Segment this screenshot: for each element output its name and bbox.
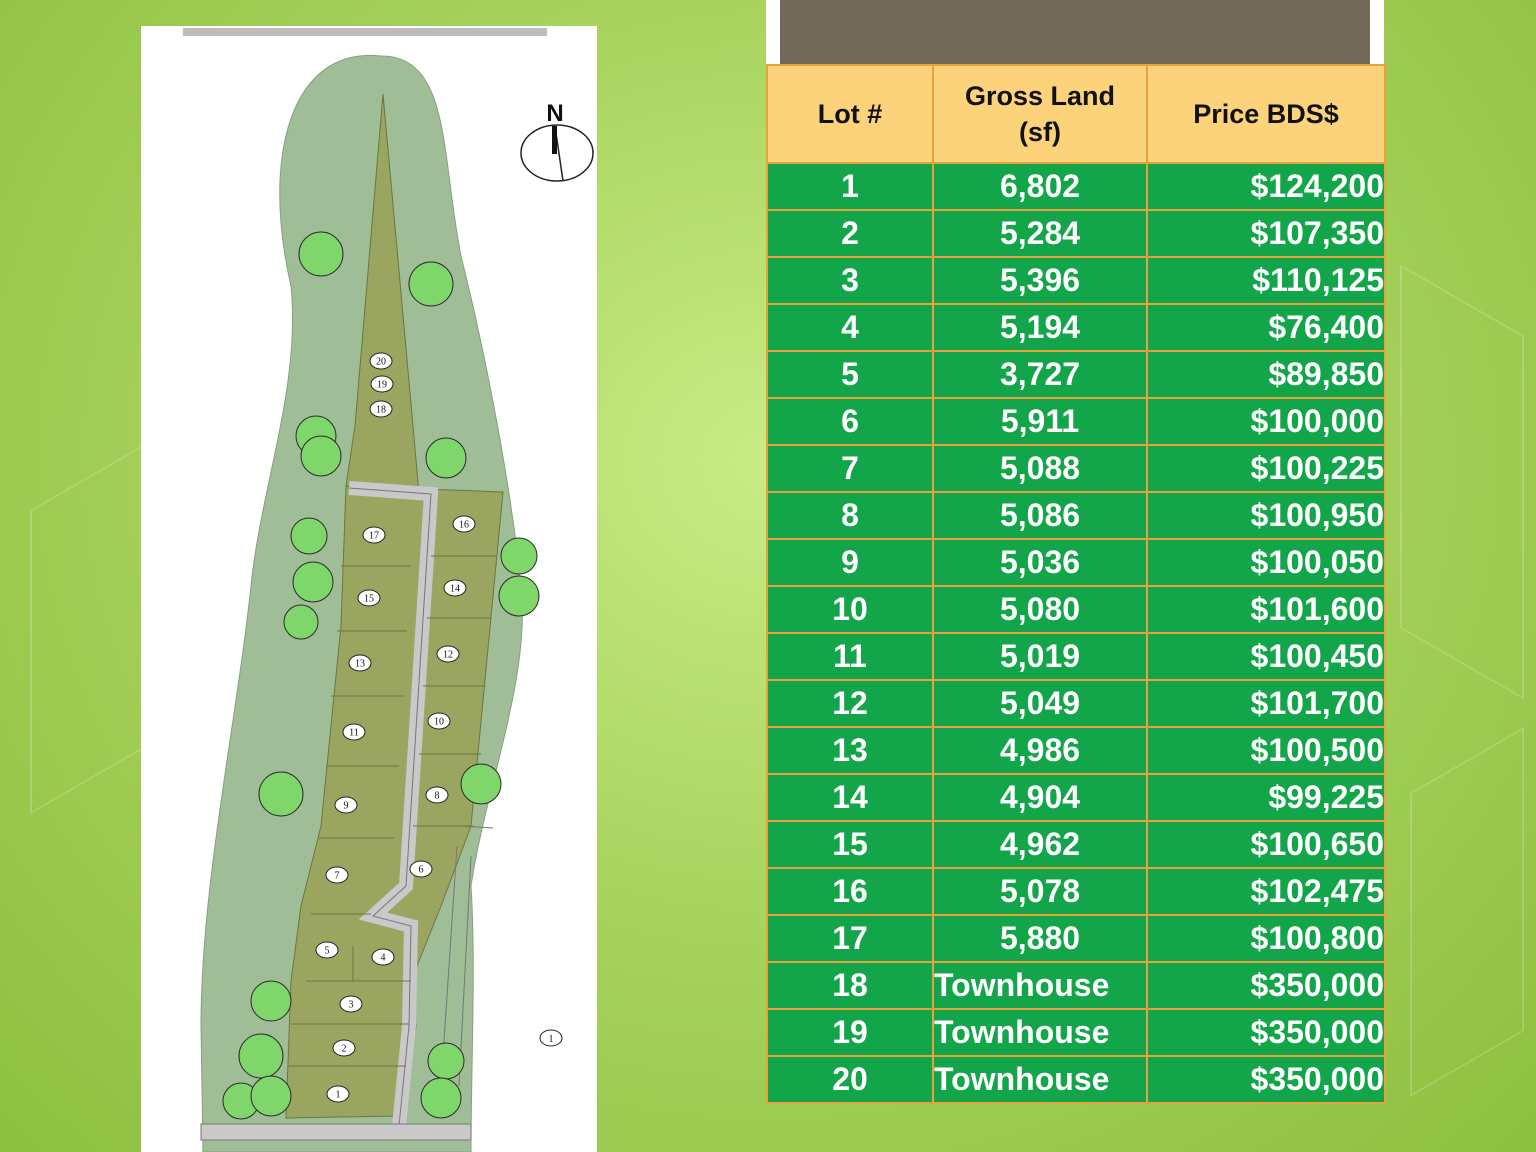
price-cell: $100,800 bbox=[1147, 915, 1385, 962]
lot-marker bbox=[333, 1040, 355, 1056]
table-row bbox=[767, 210, 1385, 257]
table-header-bar-fill bbox=[780, 0, 1370, 64]
table-row bbox=[767, 962, 1385, 1009]
lot-cell: 8 bbox=[767, 492, 933, 539]
header-lot: Lot # bbox=[767, 65, 933, 163]
compass-north-label: N bbox=[546, 100, 564, 127]
lot-marker-label: 4 bbox=[380, 952, 386, 964]
lot-marker bbox=[327, 1086, 349, 1102]
lot-cell: 14 bbox=[767, 774, 933, 821]
price-cell: $100,000 bbox=[1147, 398, 1385, 445]
legend-marker-label: 1 bbox=[548, 1034, 554, 1045]
table-row bbox=[767, 257, 1385, 304]
lot-marker-label: 19 bbox=[377, 379, 387, 391]
price-cell: $350,000 bbox=[1147, 1009, 1385, 1056]
table-row bbox=[767, 492, 1385, 539]
legend-marker bbox=[540, 1030, 562, 1046]
price-cell: $100,650 bbox=[1147, 821, 1385, 868]
lot-cell: 3 bbox=[767, 257, 933, 304]
table-row bbox=[767, 445, 1385, 492]
gross-land-cell: Townhouse bbox=[933, 1056, 1147, 1103]
table-header-bar bbox=[766, 0, 1384, 64]
site-plan-map bbox=[141, 26, 597, 1152]
price-cell: $100,050 bbox=[1147, 539, 1385, 586]
gross-land-cell: Townhouse bbox=[933, 1009, 1147, 1056]
table-row bbox=[767, 398, 1385, 445]
lot-marker-label: 2 bbox=[341, 1043, 347, 1055]
lot-cell: 20 bbox=[767, 1056, 933, 1103]
lot-marker bbox=[426, 787, 448, 803]
gross-land-cell: 5,078 bbox=[933, 868, 1147, 915]
lot-marker bbox=[428, 713, 450, 729]
lot-marker bbox=[349, 655, 371, 671]
price-cell: $107,350 bbox=[1147, 210, 1385, 257]
lot-price-table bbox=[766, 64, 1386, 1104]
table-row bbox=[767, 351, 1385, 398]
price-cell: $124,200 bbox=[1147, 163, 1385, 210]
compass-needle-bar bbox=[552, 126, 557, 154]
lot-marker-label: 12 bbox=[443, 649, 453, 661]
lot-marker-label: 14 bbox=[450, 583, 460, 595]
gross-land-cell: 3,727 bbox=[933, 351, 1147, 398]
table-row bbox=[767, 727, 1385, 774]
gross-land-cell: 5,049 bbox=[933, 680, 1147, 727]
table-row bbox=[767, 586, 1385, 633]
lot-marker bbox=[363, 527, 385, 543]
gross-land-cell: Townhouse bbox=[933, 962, 1147, 1009]
lot-marker-label: 9 bbox=[343, 800, 349, 812]
gross-land-cell: 5,086 bbox=[933, 492, 1147, 539]
table-row bbox=[767, 821, 1385, 868]
table-row bbox=[767, 680, 1385, 727]
table-row bbox=[767, 774, 1385, 821]
table-row bbox=[767, 1009, 1385, 1056]
price-cell: $100,950 bbox=[1147, 492, 1385, 539]
lot-marker bbox=[316, 942, 338, 958]
lot-marker bbox=[340, 996, 362, 1012]
table-row bbox=[767, 163, 1385, 210]
gross-land-cell: 5,088 bbox=[933, 445, 1147, 492]
lot-marker bbox=[437, 646, 459, 662]
lot-marker bbox=[326, 867, 348, 883]
lot-cell: 16 bbox=[767, 868, 933, 915]
lot-marker bbox=[372, 949, 394, 965]
lot-cell: 13 bbox=[767, 727, 933, 774]
lot-marker-label: 5 bbox=[324, 945, 330, 957]
background-hexagon bbox=[1410, 727, 1524, 1097]
gross-land-cell: 5,194 bbox=[933, 304, 1147, 351]
price-cell: $76,400 bbox=[1147, 304, 1385, 351]
price-cell: $102,475 bbox=[1147, 868, 1385, 915]
table-row bbox=[767, 915, 1385, 962]
map-top-bar bbox=[183, 28, 547, 36]
lot-cell: 1 bbox=[767, 163, 933, 210]
lot-cell: 2 bbox=[767, 210, 933, 257]
lot-cell: 18 bbox=[767, 962, 933, 1009]
gross-land-cell: 5,019 bbox=[933, 633, 1147, 680]
site-plan-drawing bbox=[141, 26, 597, 1152]
background-hexagon bbox=[1400, 264, 1524, 700]
lot-marker bbox=[370, 353, 392, 369]
lot-marker-label: 11 bbox=[349, 727, 359, 739]
lot-cell: 11 bbox=[767, 633, 933, 680]
table-row bbox=[767, 1056, 1385, 1103]
price-cell: $101,700 bbox=[1147, 680, 1385, 727]
header-gross-land-line2: (sf) bbox=[1019, 117, 1061, 147]
lot-cell: 5 bbox=[767, 351, 933, 398]
lot-marker bbox=[371, 376, 393, 392]
lot-marker-label: 10 bbox=[434, 716, 444, 728]
gross-land-cell: 5,080 bbox=[933, 586, 1147, 633]
table-header-row bbox=[767, 65, 1385, 163]
price-cell: $350,000 bbox=[1147, 1056, 1385, 1103]
table-row bbox=[767, 304, 1385, 351]
price-cell: $101,600 bbox=[1147, 586, 1385, 633]
lot-marker-label: 7 bbox=[334, 870, 340, 882]
lot-marker-label: 1 bbox=[335, 1089, 341, 1101]
table-row bbox=[767, 539, 1385, 586]
price-cell: $100,450 bbox=[1147, 633, 1385, 680]
lot-cell: 9 bbox=[767, 539, 933, 586]
gross-land-cell: 5,036 bbox=[933, 539, 1147, 586]
lot-cell: 6 bbox=[767, 398, 933, 445]
gross-land-cell: 4,986 bbox=[933, 727, 1147, 774]
price-cell: $99,225 bbox=[1147, 774, 1385, 821]
lot-cell: 12 bbox=[767, 680, 933, 727]
gross-land-cell: 5,284 bbox=[933, 210, 1147, 257]
lot-marker-label: 17 bbox=[369, 530, 379, 542]
lot-cell: 17 bbox=[767, 915, 933, 962]
lot-cell: 4 bbox=[767, 304, 933, 351]
lot-marker-label: 16 bbox=[459, 519, 469, 531]
price-cell: $100,500 bbox=[1147, 727, 1385, 774]
lot-marker-label: 15 bbox=[364, 593, 374, 605]
lot-cell: 7 bbox=[767, 445, 933, 492]
lot-marker-label: 18 bbox=[376, 404, 386, 416]
gross-land-cell: 4,904 bbox=[933, 774, 1147, 821]
header-price: Price BDS$ bbox=[1147, 65, 1385, 163]
lot-marker bbox=[335, 797, 357, 813]
gross-land-cell: 5,880 bbox=[933, 915, 1147, 962]
lot-marker bbox=[453, 516, 475, 532]
gross-land-cell: 5,396 bbox=[933, 257, 1147, 304]
bottom-road bbox=[201, 1124, 471, 1140]
lot-marker bbox=[370, 401, 392, 417]
price-cell: $110,125 bbox=[1147, 257, 1385, 304]
lot-marker bbox=[410, 861, 432, 877]
lot-marker-label: 20 bbox=[376, 356, 386, 368]
price-cell: $350,000 bbox=[1147, 962, 1385, 1009]
gross-land-cell: 5,911 bbox=[933, 398, 1147, 445]
price-table-panel bbox=[766, 0, 1384, 1142]
lot-cell: 10 bbox=[767, 586, 933, 633]
header-gross-land-line1: Gross Land bbox=[964, 81, 1116, 111]
lot-marker-label: 6 bbox=[418, 864, 424, 876]
gross-land-cell: 4,962 bbox=[933, 821, 1147, 868]
lot-marker bbox=[358, 590, 380, 606]
lot-cell: 19 bbox=[767, 1009, 933, 1056]
price-cell: $100,225 bbox=[1147, 445, 1385, 492]
header-gross-land bbox=[933, 65, 1147, 163]
lot-marker-label: 8 bbox=[434, 790, 440, 802]
gross-land-cell: 6,802 bbox=[933, 163, 1147, 210]
table-row bbox=[767, 633, 1385, 680]
lot-cell: 15 bbox=[767, 821, 933, 868]
lot-marker bbox=[343, 724, 365, 740]
lot-marker-label: 3 bbox=[348, 999, 354, 1011]
lot-marker-label: 13 bbox=[355, 658, 365, 670]
table-row bbox=[767, 868, 1385, 915]
compass bbox=[521, 100, 593, 181]
lot-marker bbox=[444, 580, 466, 596]
price-cell: $89,850 bbox=[1147, 351, 1385, 398]
